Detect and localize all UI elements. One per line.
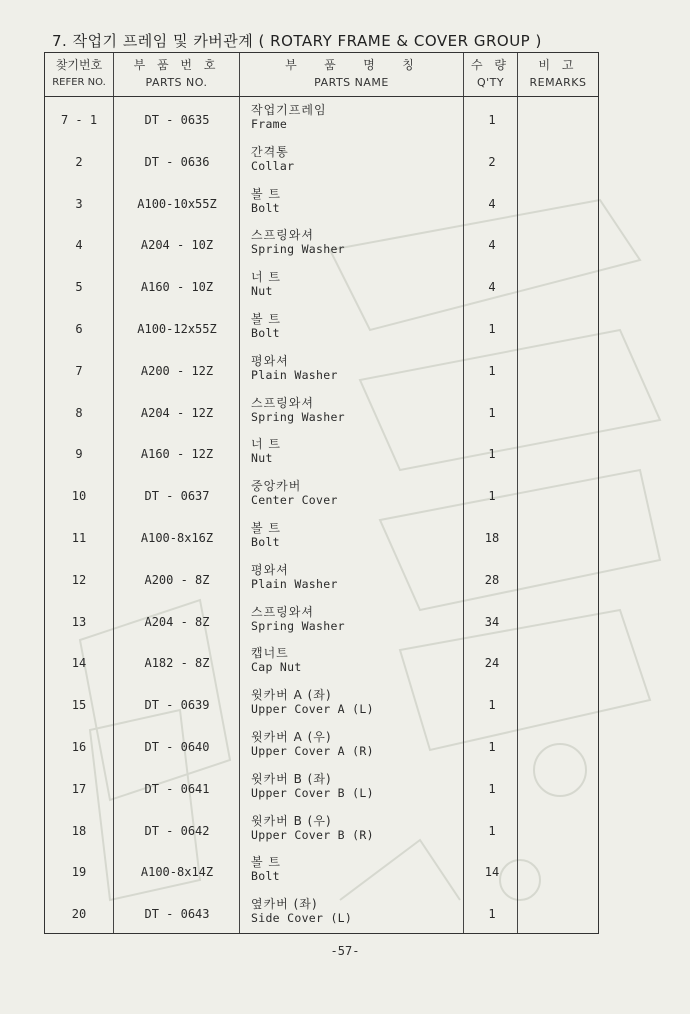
- page-number: -57-: [330, 944, 360, 958]
- refer-no: 7 - 1: [60, 113, 98, 127]
- parts-name-en: Upper Cover A (L): [251, 702, 374, 717]
- parts-no: A204 - 8Z: [144, 614, 210, 629]
- parts-name-kr: 간격통: [251, 144, 289, 159]
- refer-no: 11: [71, 531, 87, 545]
- refer-no: 15: [71, 698, 87, 713]
- quantity: 2: [488, 154, 496, 169]
- parts-name-kr: 평와셔: [251, 562, 289, 577]
- refer-no: 18: [71, 823, 87, 838]
- parts-name-kr: 볼 트: [251, 521, 281, 535]
- refer-no: 7: [75, 363, 83, 378]
- table-row: [45, 185, 600, 227]
- quantity: 1: [488, 698, 496, 713]
- parts-name-en: Frame: [251, 117, 288, 131]
- refer-no: 10: [71, 489, 87, 504]
- quantity: 4: [488, 238, 496, 253]
- parts-no: DT - 0639: [144, 698, 210, 713]
- quantity: 1: [488, 447, 496, 462]
- quantity: 24: [484, 656, 500, 671]
- parts-no: A100-8x14Z: [140, 865, 214, 880]
- header-qty: 수 량 Q'TY: [471, 58, 510, 89]
- parts-no: DT - 0641: [144, 781, 210, 796]
- parts-no: DT - 0636: [144, 154, 210, 169]
- parts-no: A182 - 8Z: [144, 656, 210, 671]
- quantity: 28: [484, 572, 500, 587]
- parts-name-kr: 작업기프레임: [251, 103, 327, 117]
- parts-name-en: Upper Cover B (L): [251, 785, 374, 800]
- refer-no: 3: [75, 196, 83, 211]
- refer-no: 13: [71, 614, 87, 629]
- quantity: 1: [488, 489, 496, 504]
- table-row: [45, 101, 600, 143]
- parts-no: A160 - 10Z: [140, 280, 214, 295]
- parts-name-en: Spring Washer: [251, 618, 345, 633]
- parts-no: DT - 0635: [144, 113, 210, 127]
- parts-name-en: Center Cover: [251, 493, 338, 508]
- table-row: [45, 603, 600, 645]
- parts-no: A200 - 8Z: [144, 572, 210, 587]
- refer-no: 9: [75, 447, 83, 462]
- refer-no: 2: [75, 154, 83, 169]
- refer-no: 5: [75, 280, 83, 295]
- parts-name-en: Bolt: [251, 200, 280, 215]
- parts-name-kr: 평와셔: [251, 353, 289, 368]
- parts-name-en: Spring Washer: [251, 242, 345, 257]
- parts-no: A200 - 12Z: [140, 363, 214, 378]
- parts-name-en: Plain Washer: [251, 576, 338, 591]
- parts-no: A160 - 12Z: [140, 447, 214, 462]
- quantity: 1: [488, 907, 496, 922]
- parts-no: DT - 0640: [144, 740, 210, 754]
- parts-name-en: Nut: [251, 284, 273, 299]
- quantity: 1: [488, 781, 496, 796]
- parts-no: A204 - 10Z: [140, 238, 214, 253]
- header-refer-no: 찾기번호 REFER NO.: [52, 58, 106, 88]
- refer-no: 19: [71, 865, 87, 880]
- parts-table: [44, 52, 599, 934]
- parts-name-en: Nut: [251, 451, 273, 466]
- parts-name-en: Bolt: [251, 326, 280, 340]
- refer-no: 4: [75, 238, 83, 253]
- table-row: [45, 728, 600, 770]
- parts-name-kr: 캡너트: [251, 646, 289, 661]
- table-row: [45, 226, 600, 268]
- table-row: [45, 352, 600, 394]
- parts-no: DT - 0642: [144, 823, 210, 838]
- refer-no: 12: [71, 572, 87, 587]
- table-row: [45, 143, 600, 185]
- parts-name-en: Side Cover (L): [251, 911, 353, 926]
- page-title: 7. 작업기 프레임 및 카버관계 ( ROTARY FRAME & COVER GROUP ): [52, 32, 542, 50]
- table-row: [45, 561, 600, 603]
- header-remarks: 비 고 REMARKS: [529, 58, 587, 89]
- parts-name-kr: 볼 트: [251, 312, 281, 326]
- parts-name-kr: 너 트: [251, 437, 281, 452]
- refer-no: 14: [71, 656, 87, 671]
- quantity: 4: [488, 196, 496, 211]
- quantity: 1: [488, 322, 496, 336]
- header-parts-name: 부 품 명 칭 PARTS NAME: [285, 58, 418, 89]
- parts-name-en: Collar: [251, 158, 295, 173]
- parts-no: A100-12x55Z: [137, 322, 217, 336]
- quantity: 1: [488, 405, 496, 420]
- parts-name-en: Bolt: [251, 869, 280, 884]
- refer-no: 16: [71, 740, 87, 754]
- quantity: 1: [488, 113, 496, 127]
- table-row: [45, 394, 600, 436]
- parts-no: DT - 0637: [144, 489, 210, 504]
- table-row: [45, 853, 600, 895]
- parts-name-kr: 스프링와셔: [251, 604, 314, 619]
- table-row: [45, 644, 600, 686]
- quantity: 18: [484, 531, 500, 545]
- parts-no: A100-10x55Z: [137, 196, 217, 211]
- table-row: [45, 770, 600, 812]
- parts-name-kr: 볼 트: [251, 855, 281, 870]
- parts-name-kr: 윗카버 A (우): [251, 730, 332, 744]
- table-row: [45, 477, 600, 519]
- table-row: [45, 686, 600, 728]
- parts-name-kr: 스프링와셔: [251, 395, 314, 410]
- table-row: [45, 310, 600, 352]
- parts-name-en: Spring Washer: [251, 409, 345, 424]
- parts-name-kr: 스프링와셔: [251, 228, 314, 243]
- parts-name-kr: 윗카버 A (좌): [251, 688, 332, 703]
- parts-no: A204 - 12Z: [140, 405, 214, 420]
- quantity: 14: [484, 865, 500, 880]
- quantity: 4: [488, 280, 496, 295]
- table-row: [45, 435, 600, 477]
- refer-no: 6: [75, 322, 83, 336]
- parts-name-en: Upper Cover A (R): [251, 744, 374, 758]
- parts-name-kr: 중앙카버: [251, 479, 302, 494]
- quantity: 1: [488, 363, 496, 378]
- parts-name-kr: 윗카버 B (좌): [251, 771, 332, 786]
- table-row: [45, 268, 600, 310]
- quantity: 34: [484, 614, 500, 629]
- quantity: 1: [488, 740, 496, 754]
- quantity: 1: [488, 823, 496, 838]
- refer-no: 17: [71, 781, 87, 796]
- parts-name-kr: 볼 트: [251, 186, 281, 201]
- parts-name-en: Plain Washer: [251, 367, 338, 382]
- table-row: [45, 812, 600, 854]
- refer-no: 8: [75, 405, 83, 420]
- parts-no: DT - 0643: [144, 907, 210, 922]
- table-row: [45, 895, 600, 937]
- parts-name-kr: 윗카버 B (우): [251, 813, 332, 828]
- parts-name-en: Upper Cover B (R): [251, 827, 374, 842]
- parts-no: A100-8x16Z: [140, 531, 214, 545]
- parts-name-en: Bolt: [251, 535, 280, 549]
- parts-name-kr: 너 트: [251, 270, 281, 285]
- header-parts-no: 부 품 번 호 PARTS NO.: [133, 58, 220, 89]
- parts-name-en: Cap Nut: [251, 660, 302, 675]
- parts-name-kr: 옆카버 (좌): [251, 897, 318, 912]
- table-row: [45, 519, 600, 561]
- refer-no: 20: [71, 907, 87, 922]
